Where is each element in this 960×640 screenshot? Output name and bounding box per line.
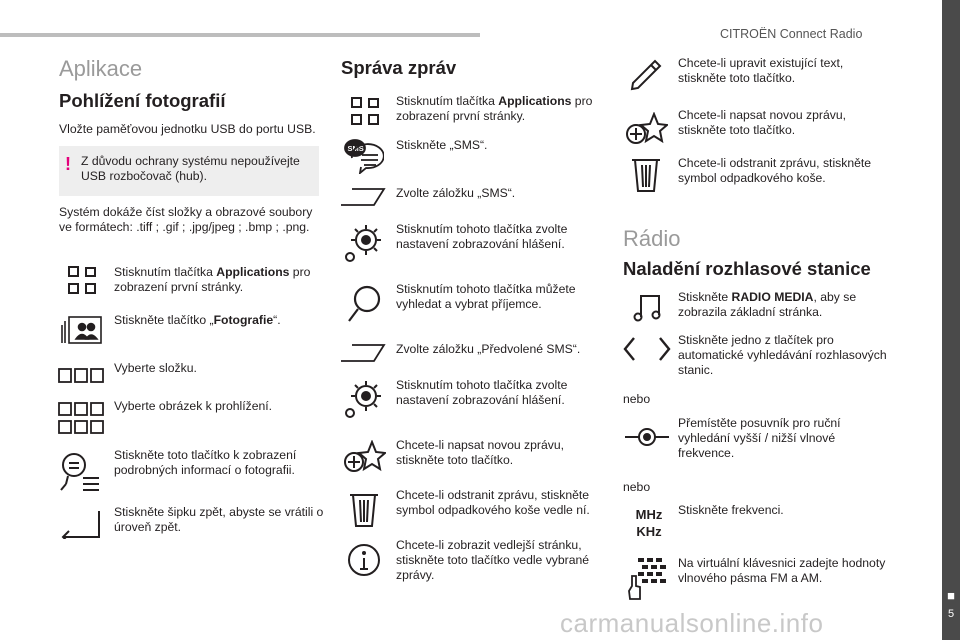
khz-label: KHz — [636, 524, 662, 539]
col3-radio-step-5-text: Na virtuální klávesnici zadejte hodnoty vlnového pásma FM a AM. — [678, 556, 886, 585]
col3-top-step-1-text: Chcete-li upravit existující text, stiskněte toto tlačítko. — [678, 56, 844, 85]
col2-step-4-text: Stisknutím tohoto tlačítka zvolte nastavení zobrazování hlášení. — [396, 222, 568, 251]
mhz-label: MHz — [635, 507, 663, 522]
col3-radio-step-1-text: Stiskněte RADIO MEDIA, aby se zobrazila základní stránka. — [678, 290, 857, 319]
folder-row-icon — [58, 364, 104, 386]
trash-icon — [630, 156, 662, 194]
trash-icon — [348, 492, 380, 528]
tab-icon — [340, 342, 386, 364]
new-message-icon — [624, 112, 668, 146]
section-heading-messages: Správa zpráv — [341, 57, 457, 78]
keypad-icon — [628, 556, 666, 600]
section-heading-applications: Aplikace — [59, 56, 143, 81]
tab-icon — [340, 186, 386, 208]
col1-step-2-text: Stiskněte tlačítko „Fotografie“. — [114, 313, 281, 327]
side-strip — [942, 0, 960, 640]
col2-step-6-text: Zvolte záložku „Předvolené SMS“. — [396, 342, 581, 356]
watermark: carmanualsonline.info — [560, 608, 824, 638]
formats-text: Systém dokáže číst složky a obrazové soubory ve formátech: .tiff ; .gif ; .jpg/jpeg ; .bmp ; .png. — [59, 205, 313, 234]
col2-step-2-text: Stiskněte „SMS“. — [396, 138, 488, 152]
col2-step-9-text: Chcete-li odstranit zprávu, stiskněte symbol odpadkového koše vedle ní. — [396, 488, 590, 517]
or-label-2: nebo — [623, 480, 651, 494]
image-grid-icon — [58, 401, 104, 435]
header-rule — [0, 33, 480, 37]
settings-gear-icon — [342, 222, 384, 264]
seek-chevrons-icon — [622, 336, 672, 362]
col1-step-3-text: Vyberte složku. — [114, 361, 197, 375]
apps-grid-icon — [66, 264, 98, 296]
slider-icon — [624, 426, 670, 448]
back-arrow-icon — [58, 508, 102, 540]
sms-badge-text: SMS — [347, 144, 364, 153]
col2-step-3-text: Zvolte záložku „SMS“. — [396, 186, 516, 200]
col2-step-8-text: Chcete-li napsat novou zprávu, stiskněte toto tlačítko. — [396, 438, 565, 467]
col3-top-step-3-text: Chcete-li odstranit zprávu, stiskněte symbol odpadkového koše. — [678, 156, 872, 185]
col2-step-1-text: Stisknutím tlačítka Applications pro zobrazení první stránky. — [396, 94, 593, 123]
subheading-photos: Pohlížení fotografií — [59, 90, 226, 111]
side-marker: ■ — [947, 588, 955, 603]
col2-step-7-text: Stisknutím tohoto tlačítka zvolte nastavení zobrazování hlášení. — [396, 378, 568, 407]
zoom-details-icon — [58, 449, 102, 493]
settings-gear-icon — [342, 378, 384, 420]
edit-pencil-icon — [628, 58, 664, 92]
page-number: 5 — [947, 608, 955, 620]
col2-step-10-text: Chcete-li zobrazit vedlejší stránku, stiskněte toto tlačítko vedle vybrané zprávy. — [396, 538, 590, 582]
photo-gallery-icon — [60, 312, 104, 346]
subheading-tune-station: Naladění rozhlasové stanice — [623, 258, 871, 279]
frequency-unit-icon — [630, 504, 668, 542]
music-note-icon — [632, 292, 662, 324]
col1-step-4-text: Vyberte obrázek k prohlížení. — [114, 399, 273, 413]
col3-radio-step-4-text: Stiskněte frekvenci. — [678, 503, 784, 517]
sms-icon — [344, 138, 384, 174]
section-heading-radio: Rádio — [623, 226, 681, 251]
warning-mark: ! — [65, 154, 71, 174]
col2-step-5-text: Stisknutím tohoto tlačítka můžete vyhledat a vybrat příjemce. — [396, 282, 576, 311]
warning-box — [59, 146, 319, 196]
warning-text: Z důvodu ochrany systému nepoužívejte USB rozbočovač (hub). — [81, 154, 300, 183]
info-icon — [346, 542, 382, 578]
col3-radio-step-3-text: Přemístěte posuvník pro ruční vyhledání vyšší / nižší vlnové frekvence. — [678, 416, 841, 460]
col1-step-6-text: Stiskněte šipku zpět, abyste se vrátili o úroveň zpět. — [114, 505, 324, 534]
col1-step-1-text: Stisknutím tlačítka Applications pro zobrazení první stránky. — [114, 265, 311, 294]
or-label-1: nebo — [623, 392, 651, 406]
apps-grid-icon — [349, 95, 381, 127]
new-message-icon — [342, 440, 386, 474]
search-icon — [344, 284, 384, 324]
header-title: CITROËN Connect Radio — [720, 27, 863, 41]
intro-text: Vložte paměťovou jednotku USB do portu USB. — [59, 122, 316, 136]
col3-top-step-2-text: Chcete-li napsat novou zprávu, stiskněte toto tlačítko. — [678, 108, 847, 137]
col3-radio-step-2-text: Stiskněte jedno z tlačítek pro automatické vyhledávání rozhlasových stanic. — [678, 333, 887, 377]
col1-step-5-text: Stiskněte toto tlačítko k zobrazení podrobných informací o fotografii. — [114, 448, 297, 477]
